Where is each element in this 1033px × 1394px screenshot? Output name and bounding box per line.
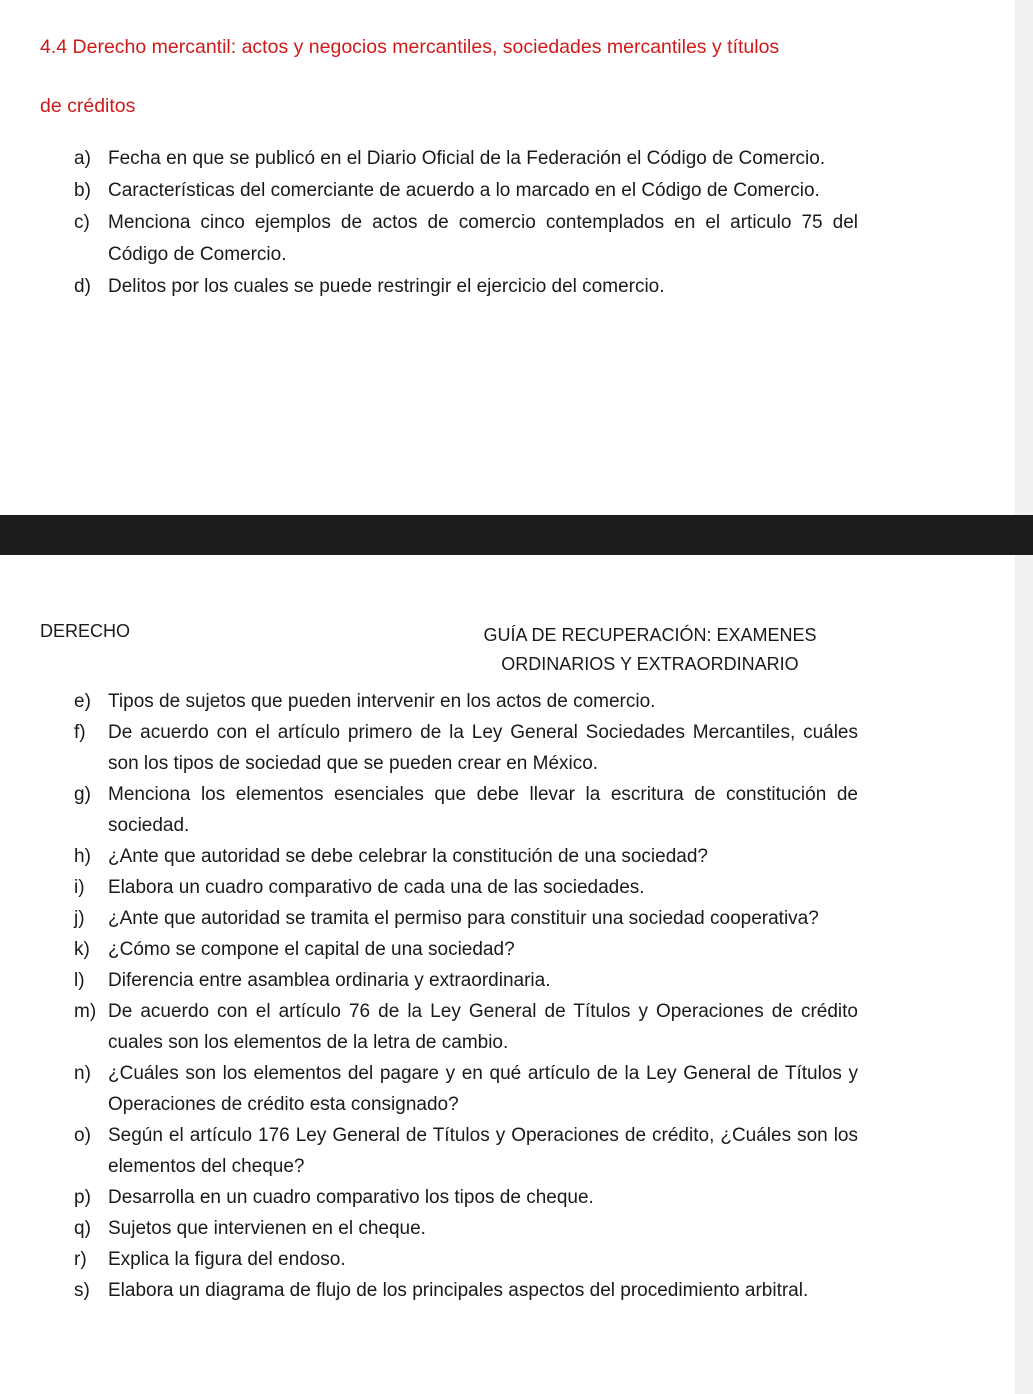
question-item <box>74 903 858 934</box>
question-text: ¿Ante que autoridad se debe celebrar la constitución de una sociedad? <box>108 846 708 867</box>
question-letter: l) <box>74 970 85 991</box>
question-text: ¿Cuáles son los elementos del pagare y en qué artículo de la Ley General de Títulos y Operaciones de crédito esta consignado? <box>108 1063 858 1115</box>
right-edge-strip <box>1015 0 1033 1394</box>
question-letter: h) <box>74 846 91 867</box>
page-divider-band <box>0 515 1033 555</box>
question-text: Menciona cinco ejemplos de actos de comercio contemplados en el articulo 75 del Código de Comercio. <box>108 212 858 265</box>
question-letter: q) <box>74 1218 91 1239</box>
question-text: Características del comerciante de acuerdo a lo marcado en el Código de Comercio. <box>108 180 820 201</box>
guide-heading <box>400 621 900 679</box>
section-title <box>40 38 860 116</box>
question-item <box>74 934 858 965</box>
question-item <box>74 143 858 175</box>
guide-heading-line2: ORDINARIOS Y EXTRAORDINARIO <box>501 654 799 674</box>
question-item <box>74 1058 858 1120</box>
question-text: Explica la figura del endoso. <box>108 1249 346 1270</box>
question-letter: r) <box>74 1249 87 1270</box>
question-text: Según el artículo 176 Ley General de Títulos y Operaciones de crédito, ¿Cuáles son los elementos del cheque? <box>108 1125 858 1177</box>
question-letter: d) <box>74 276 91 297</box>
question-letter: p) <box>74 1187 91 1208</box>
question-text: Diferencia entre asamblea ordinaria y extraordinaria. <box>108 970 551 991</box>
question-letter: a) <box>74 148 91 169</box>
subject-label: DERECHO <box>40 621 131 641</box>
question-text: Menciona los elementos esenciales que debe llevar la escritura de constitución de sociedad. <box>108 784 858 836</box>
question-text: Fecha en que se publicó en el Diario Oficial de la Federación el Código de Comercio. <box>108 148 826 169</box>
question-letter: m) <box>74 1001 97 1022</box>
question-item <box>74 717 858 779</box>
question-item <box>74 1182 858 1213</box>
question-letter: o) <box>74 1125 91 1146</box>
question-text: Elabora un diagrama de flujo de los principales aspectos del procedimiento arbitral. <box>108 1280 809 1301</box>
question-item <box>74 271 858 303</box>
question-text: ¿Ante que autoridad se tramita el permiso para constituir una sociedad cooperativa? <box>108 908 819 929</box>
question-item <box>74 1120 858 1182</box>
question-text: De acuerdo con el artículo 76 de la Ley General de Títulos y Operaciones de crédito cuales son los elementos de la letra de cambio. <box>108 1001 858 1053</box>
section-title-line1: 4.4 Derecho mercantil: actos y negocios mercantiles, sociedades mercantiles y títulos <box>40 36 780 58</box>
question-letter: i) <box>74 877 85 898</box>
question-letter: s) <box>74 1280 90 1301</box>
question-item <box>74 175 858 207</box>
question-text: De acuerdo con el artículo primero de la Ley General Sociedades Mercantiles, cuáles son los tipos de sociedad que se pueden crear en México. <box>108 722 858 774</box>
question-item <box>74 872 858 903</box>
question-letter: e) <box>74 691 91 712</box>
question-text: Tipos de sujetos que pueden intervenir en los actos de comercio. <box>108 691 656 712</box>
question-letter: k) <box>74 939 90 960</box>
question-item <box>74 996 858 1058</box>
question-letter: g) <box>74 784 91 805</box>
question-letter: c) <box>74 212 90 233</box>
question-letter: n) <box>74 1063 91 1084</box>
question-text: ¿Cómo se compone el capital de una sociedad? <box>108 939 515 960</box>
question-item <box>74 207 858 271</box>
question-text: Sujetos que intervienen en el cheque. <box>108 1218 426 1239</box>
question-item <box>74 779 858 841</box>
question-letter: b) <box>74 180 91 201</box>
question-letter: f) <box>74 722 86 743</box>
question-item <box>74 1244 858 1275</box>
question-text: Delitos por los cuales se puede restringir el ejercicio del comercio. <box>108 276 665 297</box>
question-item <box>74 1213 858 1244</box>
question-text: Desarrolla en un cuadro comparativo los tipos de cheque. <box>108 1187 594 1208</box>
guide-heading-line1: GUÍA DE RECUPERACIÓN: EXAMENES <box>483 625 817 645</box>
question-letter: j) <box>74 908 85 929</box>
section-title-line2: de créditos <box>40 94 136 117</box>
question-list-top <box>74 143 858 303</box>
question-item <box>74 1275 858 1306</box>
question-item <box>74 686 858 717</box>
question-text: Elabora un cuadro comparativo de cada una de las sociedades. <box>108 877 645 898</box>
question-list-bottom <box>74 686 858 1306</box>
question-item <box>74 965 858 996</box>
question-item <box>74 841 858 872</box>
